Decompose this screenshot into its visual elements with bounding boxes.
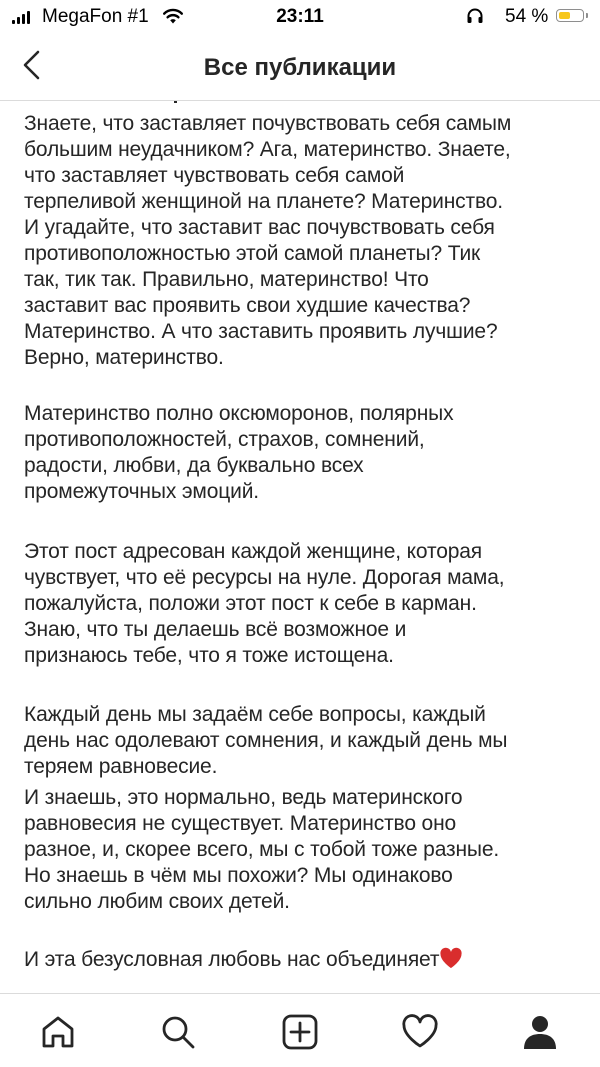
status-bar <box>0 0 600 36</box>
tab-new-post[interactable] <box>278 1010 322 1054</box>
battery-percent: 54 % <box>505 6 549 27</box>
caption-paragraph: Каждый день мы задаём себе вопросы, каждый день нас одолевают сомнения, и каждый день мы теряем равновесие. <box>24 703 508 778</box>
post-caption <box>24 101 584 992</box>
caption-paragraph: И знаешь, это нормально, ведь материнского равновесия не существует. Материнство оно разное, и, скорее всего, мы с тобой тоже разные. Но знаешь в чём мы похожи? Мы одинаково сильно любим своих детей. <box>24 786 500 913</box>
clock: 23:11 <box>276 6 324 27</box>
tab-bar <box>0 993 600 1067</box>
search-icon <box>158 1012 198 1052</box>
battery-icon <box>556 9 584 22</box>
page-title: Все публикации <box>203 54 397 81</box>
caption-paragraph: Знаете, что заставляет почувствовать себя самым большим неудачником? Ага, материнство. Знаете, что заставляет чувствовать себя самой терпеливой женщиной на планете? Материнство. И угадайте, что заставит вас почувствовать себя противоположностью этой самой планеты? Тик так, тик так. Правильно, материнство! Что заставит вас проявить свои худшие качества? Материнство. А что заставить проявить лучшие? Верно, материнство. <box>24 112 512 369</box>
activity-heart-icon <box>400 1012 440 1052</box>
caption-text: И эта безусловная любовь нас объединяет <box>24 948 440 971</box>
battery-level <box>559 12 571 19</box>
tab-activity[interactable] <box>398 1010 442 1054</box>
tab-profile[interactable] <box>518 1010 562 1054</box>
nav-header <box>0 36 600 101</box>
caption-paragraph-last <box>24 947 584 973</box>
home-icon <box>38 1012 78 1052</box>
tab-home[interactable] <box>36 1010 80 1054</box>
caption-paragraph: Этот пост адресован каждой женщине, которая чувствует, что её ресурсы на нуле. Дорогая мама, пожалуйста, положи этот пост к себе в карман. Знаю, что ты делаешь всё возможное и признаюсь тебе, что я тоже истощена. <box>24 540 505 667</box>
new-post-icon <box>280 1012 320 1052</box>
caption-paragraph: Материнство полно оксюморонов, полярных противоположностей, страхов, сомнений, радости, любви, да буквально всех промежуточных эмоций. <box>24 402 454 503</box>
tab-search[interactable] <box>156 1010 200 1054</box>
profile-icon <box>520 1012 560 1052</box>
carrier-name: MegaFon #1 <box>42 6 149 27</box>
headphones-icon <box>466 7 484 25</box>
truncated-text-fragment <box>174 101 177 103</box>
battery-tip <box>586 13 588 18</box>
heart-emoji-icon <box>439 947 463 969</box>
